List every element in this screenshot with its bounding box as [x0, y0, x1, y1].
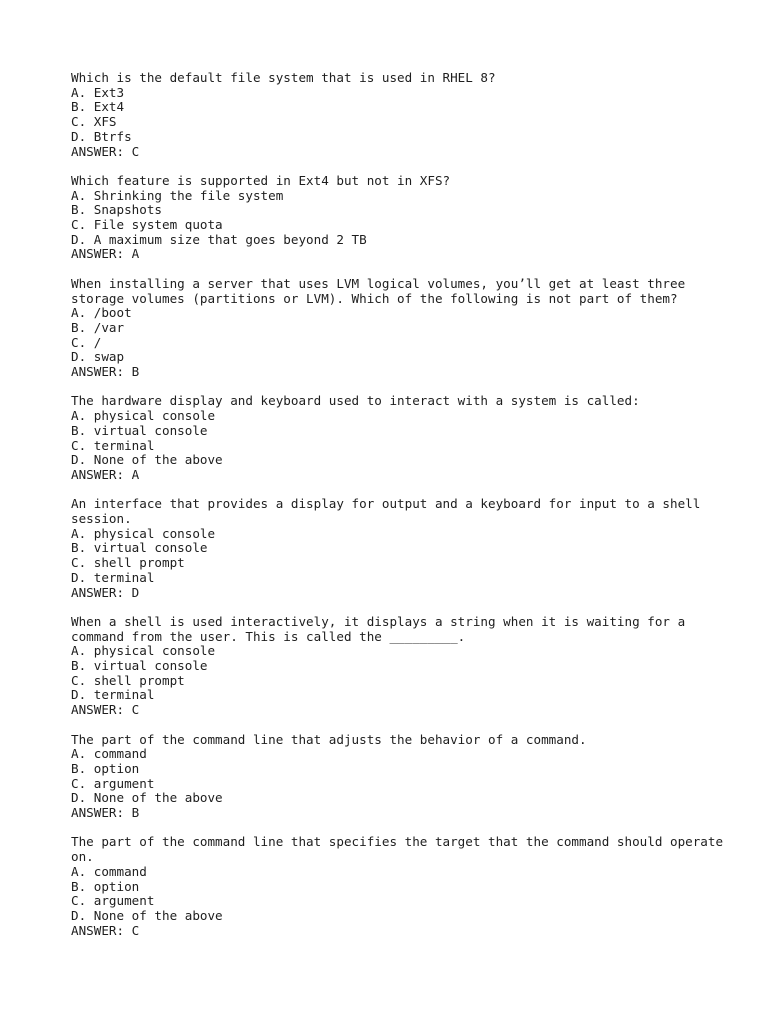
option-d: D. terminal [71, 687, 155, 703]
option-d: D. None of the above [71, 790, 223, 806]
question-block-3 [71, 277, 731, 380]
option-a: A. physical console [71, 525, 216, 541]
option-b: B. virtual console [71, 422, 208, 438]
option-d: D. swap [71, 349, 125, 365]
option-a: A. command [71, 746, 147, 762]
document-page [71, 71, 731, 953]
answer-line: ANSWER: C [71, 922, 140, 938]
option-d: D. A maximum size that goes beyond 2 TB [71, 231, 367, 247]
answer-line: ANSWER: C [71, 143, 140, 159]
option-c: C. argument [71, 893, 155, 909]
answer-line: ANSWER: C [71, 702, 140, 718]
question-text: The hardware display and keyboard used to interact with a system is called: [71, 393, 640, 409]
answer-line: ANSWER: D [71, 584, 140, 600]
option-d: D. Btrfs [71, 128, 132, 144]
option-b: B. /var [71, 319, 125, 335]
option-a: A. Shrinking the file system [71, 187, 284, 203]
option-d: D. None of the above [71, 907, 223, 923]
question-text: An interface that provides a display for output and a keyboard for input to a shell session. [71, 496, 708, 527]
answer-line: ANSWER: B [71, 364, 140, 380]
question-text: The part of the command line that specifies the target that the command should operate on. [71, 834, 731, 865]
option-a: A. command [71, 863, 147, 879]
option-b: B. Ext4 [71, 99, 125, 115]
question-block-4 [71, 394, 731, 482]
option-a: A. physical console [71, 408, 216, 424]
option-b: B. virtual console [71, 658, 208, 674]
option-a: A. /boot [71, 305, 132, 321]
question-block-1 [71, 71, 731, 159]
question-block-2 [71, 174, 731, 262]
question-block-7 [71, 733, 731, 821]
option-b: B. virtual console [71, 540, 208, 556]
option-c: C. XFS [71, 114, 117, 130]
question-text: When a shell is used interactively, it displays a string when it is waiting for a command from the user. This is called the _________. [71, 613, 693, 644]
option-c: C. / [71, 334, 102, 350]
option-c: C. terminal [71, 437, 155, 453]
option-c: C. shell prompt [71, 672, 185, 688]
answer-line: ANSWER: A [71, 466, 140, 482]
question-block-8 [71, 835, 731, 938]
option-a: A. physical console [71, 643, 216, 659]
answer-line: ANSWER: B [71, 805, 140, 821]
question-block-5 [71, 497, 731, 600]
option-c: C. File system quota [71, 217, 223, 233]
question-text: Which is the default file system that is used in RHEL 8? [71, 70, 496, 85]
option-c: C. argument [71, 775, 155, 791]
question-block-6 [71, 615, 731, 718]
option-c: C. shell prompt [71, 555, 185, 571]
option-b: B. Snapshots [71, 202, 162, 218]
question-text: When installing a server that uses LVM logical volumes, you’ll get at least three storage volumes (partitions or LVM). Which of the following is not part of them? [71, 275, 693, 306]
question-text: The part of the command line that adjusts the behavior of a command. [71, 731, 587, 747]
answer-line: ANSWER: A [71, 246, 140, 262]
option-a: A. Ext3 [71, 84, 125, 100]
option-b: B. option [71, 878, 140, 894]
option-d: D. None of the above [71, 452, 223, 468]
question-text: Which feature is supported in Ext4 but not in XFS? [71, 172, 451, 188]
option-d: D. terminal [71, 569, 155, 585]
option-b: B. option [71, 760, 140, 776]
